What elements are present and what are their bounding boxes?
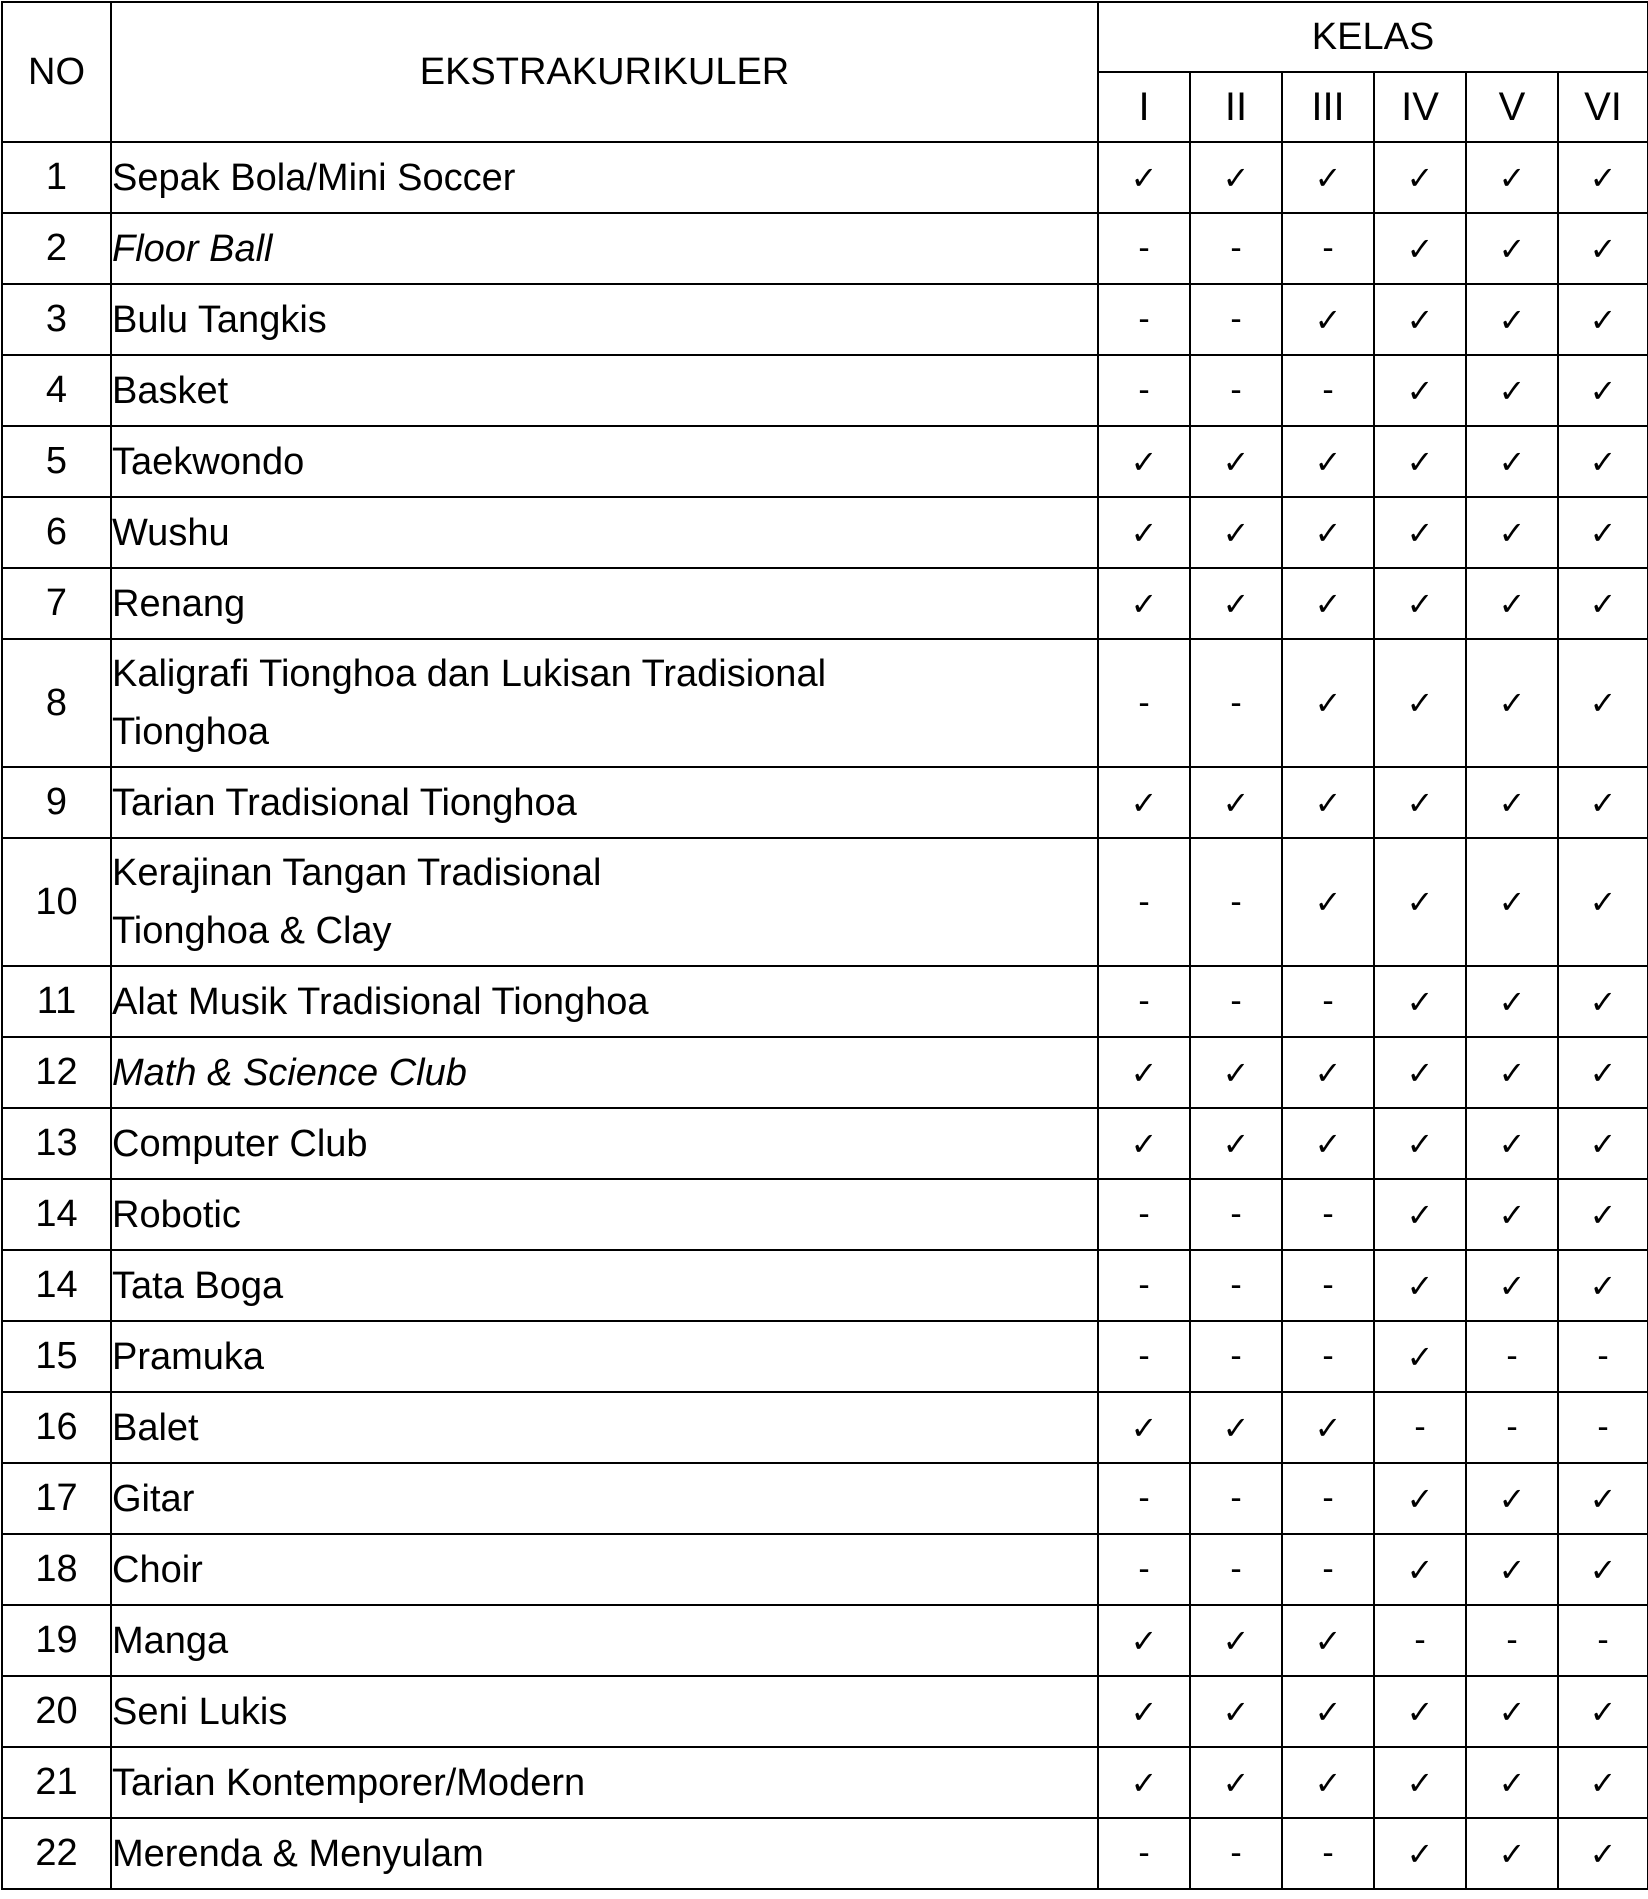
table-row — [2, 1321, 1648, 1392]
dash-mark: - — [1190, 639, 1282, 767]
check-icon: ✓ — [1282, 1037, 1374, 1108]
check-icon: ✓ — [1558, 1818, 1648, 1889]
check-icon: ✓ — [1374, 1818, 1466, 1889]
check-icon: ✓ — [1466, 1676, 1558, 1747]
check-icon: ✓ — [1282, 1747, 1374, 1818]
dash-mark: - — [1190, 1321, 1282, 1392]
row-number: 14 — [2, 1179, 111, 1250]
row-number: 20 — [2, 1676, 111, 1747]
dash-mark: - — [1282, 1818, 1374, 1889]
check-icon: ✓ — [1558, 1179, 1648, 1250]
table-row — [2, 1747, 1648, 1818]
check-icon: ✓ — [1558, 142, 1648, 213]
check-icon: ✓ — [1374, 1676, 1466, 1747]
check-icon: ✓ — [1190, 1037, 1282, 1108]
check-icon: ✓ — [1374, 142, 1466, 213]
check-icon: ✓ — [1558, 1037, 1648, 1108]
check-icon: ✓ — [1374, 355, 1466, 426]
header-no: NO — [2, 2, 111, 142]
extracurricular-name: Math & Science Club — [111, 1037, 1098, 1108]
check-icon: ✓ — [1558, 1108, 1648, 1179]
row-number: 1 — [2, 142, 111, 213]
check-icon: ✓ — [1466, 284, 1558, 355]
extracurricular-name: Seni Lukis — [111, 1676, 1098, 1747]
table-row — [2, 1818, 1648, 1889]
table-row — [2, 1534, 1648, 1605]
row-number: 6 — [2, 497, 111, 568]
check-icon: ✓ — [1282, 1392, 1374, 1463]
check-icon: ✓ — [1282, 142, 1374, 213]
check-icon: ✓ — [1374, 1534, 1466, 1605]
check-icon: ✓ — [1466, 497, 1558, 568]
dash-mark: - — [1558, 1605, 1648, 1676]
dash-mark: - — [1374, 1392, 1466, 1463]
row-number: 7 — [2, 568, 111, 639]
check-icon: ✓ — [1558, 1534, 1648, 1605]
table-row — [2, 213, 1648, 284]
row-number: 9 — [2, 767, 111, 838]
check-icon: ✓ — [1282, 838, 1374, 966]
extracurricular-name: Computer Club — [111, 1108, 1098, 1179]
check-icon: ✓ — [1466, 1534, 1558, 1605]
row-number: 13 — [2, 1108, 111, 1179]
check-icon: ✓ — [1466, 1108, 1558, 1179]
extracurricular-name: Tata Boga — [111, 1250, 1098, 1321]
table-row — [2, 838, 1648, 966]
dash-mark: - — [1098, 838, 1190, 966]
table-row — [2, 1108, 1648, 1179]
row-number: 18 — [2, 1534, 111, 1605]
extracurricular-name: Taekwondo — [111, 426, 1098, 497]
check-icon: ✓ — [1190, 1605, 1282, 1676]
check-icon: ✓ — [1190, 497, 1282, 568]
check-icon: ✓ — [1466, 355, 1558, 426]
table-row — [2, 1179, 1648, 1250]
dash-mark: - — [1190, 1179, 1282, 1250]
check-icon: ✓ — [1374, 767, 1466, 838]
check-icon: ✓ — [1558, 1676, 1648, 1747]
check-icon: ✓ — [1190, 1392, 1282, 1463]
dash-mark: - — [1282, 1534, 1374, 1605]
row-number: 16 — [2, 1392, 111, 1463]
extracurricular-name: Robotic — [111, 1179, 1098, 1250]
extracurricular-name: Gitar — [111, 1463, 1098, 1534]
dash-mark: - — [1190, 1818, 1282, 1889]
table-row — [2, 355, 1648, 426]
check-icon: ✓ — [1466, 966, 1558, 1037]
check-icon: ✓ — [1558, 355, 1648, 426]
dash-mark: - — [1190, 355, 1282, 426]
check-icon: ✓ — [1466, 568, 1558, 639]
table-row — [2, 1463, 1648, 1534]
check-icon: ✓ — [1466, 1037, 1558, 1108]
check-icon: ✓ — [1466, 1463, 1558, 1534]
check-icon: ✓ — [1466, 767, 1558, 838]
table-row — [2, 568, 1648, 639]
check-icon: ✓ — [1466, 142, 1558, 213]
dash-mark: - — [1098, 1463, 1190, 1534]
check-icon: ✓ — [1098, 497, 1190, 568]
dash-mark: - — [1098, 966, 1190, 1037]
dash-mark: - — [1098, 1321, 1190, 1392]
row-number: 4 — [2, 355, 111, 426]
dash-mark: - — [1098, 355, 1190, 426]
check-icon: ✓ — [1466, 1747, 1558, 1818]
table-row — [2, 1392, 1648, 1463]
dash-mark: - — [1098, 1534, 1190, 1605]
check-icon: ✓ — [1374, 1037, 1466, 1108]
dash-mark: - — [1190, 213, 1282, 284]
dash-mark: - — [1466, 1605, 1558, 1676]
dash-mark: - — [1282, 1250, 1374, 1321]
check-icon: ✓ — [1558, 426, 1648, 497]
dash-mark: - — [1282, 966, 1374, 1037]
check-icon: ✓ — [1466, 639, 1558, 767]
check-icon: ✓ — [1558, 497, 1648, 568]
check-icon: ✓ — [1558, 568, 1648, 639]
check-icon: ✓ — [1374, 639, 1466, 767]
extracurricular-name: Choir — [111, 1534, 1098, 1605]
row-number: 19 — [2, 1605, 111, 1676]
row-number: 17 — [2, 1463, 111, 1534]
dash-mark: - — [1190, 838, 1282, 966]
extracurricular-name: Tarian Kontemporer/Modern — [111, 1747, 1098, 1818]
check-icon: ✓ — [1558, 213, 1648, 284]
check-icon: ✓ — [1558, 838, 1648, 966]
dash-mark: - — [1190, 1463, 1282, 1534]
extracurricular-name: Merenda & Menyulam — [111, 1818, 1098, 1889]
check-icon: ✓ — [1282, 1108, 1374, 1179]
row-number: 21 — [2, 1747, 111, 1818]
check-icon: ✓ — [1098, 1108, 1190, 1179]
header-ekstrakurikuler: EKSTRAKURIKULER — [111, 2, 1098, 142]
extracurricular-table — [1, 1, 1648, 1890]
header-class-ii: II — [1190, 72, 1282, 142]
check-icon: ✓ — [1098, 1605, 1190, 1676]
table-row — [2, 1676, 1648, 1747]
check-icon: ✓ — [1374, 838, 1466, 966]
extracurricular-name: Tarian Tradisional Tionghoa — [111, 767, 1098, 838]
dash-mark: - — [1098, 1818, 1190, 1889]
check-icon: ✓ — [1098, 568, 1190, 639]
dash-mark: - — [1098, 213, 1190, 284]
check-icon: ✓ — [1558, 767, 1648, 838]
check-icon: ✓ — [1558, 639, 1648, 767]
table-row — [2, 142, 1648, 213]
check-icon: ✓ — [1466, 1818, 1558, 1889]
check-icon: ✓ — [1374, 284, 1466, 355]
check-icon: ✓ — [1282, 1676, 1374, 1747]
check-icon: ✓ — [1282, 497, 1374, 568]
check-icon: ✓ — [1466, 1250, 1558, 1321]
check-icon: ✓ — [1098, 1392, 1190, 1463]
check-icon: ✓ — [1098, 1037, 1190, 1108]
dash-mark: - — [1282, 213, 1374, 284]
header-class-v: V — [1466, 72, 1558, 142]
check-icon: ✓ — [1374, 568, 1466, 639]
extracurricular-name: Balet — [111, 1392, 1098, 1463]
header-class-iii: III — [1282, 72, 1374, 142]
check-icon: ✓ — [1098, 142, 1190, 213]
check-icon: ✓ — [1282, 767, 1374, 838]
check-icon: ✓ — [1190, 767, 1282, 838]
check-icon: ✓ — [1190, 426, 1282, 497]
check-icon: ✓ — [1558, 1747, 1648, 1818]
check-icon: ✓ — [1374, 1108, 1466, 1179]
extracurricular-name: Sepak Bola/Mini Soccer — [111, 142, 1098, 213]
header-class-iv: IV — [1374, 72, 1466, 142]
row-number: 10 — [2, 838, 111, 966]
extracurricular-name: Basket — [111, 355, 1098, 426]
table-row — [2, 639, 1648, 767]
check-icon: ✓ — [1374, 1179, 1466, 1250]
row-number: 2 — [2, 213, 111, 284]
header-row-top — [2, 2, 1648, 72]
dash-mark: - — [1098, 1179, 1190, 1250]
table-row — [2, 767, 1648, 838]
table-row — [2, 1250, 1648, 1321]
table-row — [2, 426, 1648, 497]
row-number: 11 — [2, 966, 111, 1037]
table-row — [2, 1037, 1648, 1108]
header-class-i: I — [1098, 72, 1190, 142]
check-icon: ✓ — [1374, 1463, 1466, 1534]
check-icon: ✓ — [1190, 568, 1282, 639]
dash-mark: - — [1098, 284, 1190, 355]
check-icon: ✓ — [1558, 966, 1648, 1037]
check-icon: ✓ — [1282, 1605, 1374, 1676]
check-icon: ✓ — [1374, 497, 1466, 568]
check-icon: ✓ — [1374, 213, 1466, 284]
dash-mark: - — [1282, 1463, 1374, 1534]
check-icon: ✓ — [1098, 767, 1190, 838]
check-icon: ✓ — [1190, 1108, 1282, 1179]
dash-mark: - — [1190, 1534, 1282, 1605]
extracurricular-name: Bulu Tangkis — [111, 284, 1098, 355]
check-icon: ✓ — [1190, 1747, 1282, 1818]
table-row — [2, 284, 1648, 355]
check-icon: ✓ — [1374, 1250, 1466, 1321]
check-icon: ✓ — [1282, 284, 1374, 355]
dash-mark: - — [1098, 1250, 1190, 1321]
check-icon: ✓ — [1466, 426, 1558, 497]
dash-mark: - — [1190, 1250, 1282, 1321]
row-number: 15 — [2, 1321, 111, 1392]
check-icon: ✓ — [1098, 426, 1190, 497]
dash-mark: - — [1558, 1321, 1648, 1392]
row-number: 22 — [2, 1818, 111, 1889]
extracurricular-name: Alat Musik Tradisional Tionghoa — [111, 966, 1098, 1037]
check-icon: ✓ — [1374, 1321, 1466, 1392]
table-header — [2, 2, 1648, 142]
extracurricular-name: Manga — [111, 1605, 1098, 1676]
check-icon: ✓ — [1558, 1463, 1648, 1534]
check-icon: ✓ — [1282, 639, 1374, 767]
extracurricular-name: Pramuka — [111, 1321, 1098, 1392]
extracurricular-name: Wushu — [111, 497, 1098, 568]
dash-mark: - — [1558, 1392, 1648, 1463]
row-number: 3 — [2, 284, 111, 355]
check-icon: ✓ — [1190, 142, 1282, 213]
dash-mark: - — [1466, 1392, 1558, 1463]
extracurricular-name: Kerajinan Tangan Tradisional Tionghoa & Clay — [111, 838, 1098, 966]
check-icon: ✓ — [1466, 838, 1558, 966]
check-icon: ✓ — [1466, 1179, 1558, 1250]
dash-mark: - — [1190, 966, 1282, 1037]
check-icon: ✓ — [1374, 1747, 1466, 1818]
dash-mark: - — [1282, 1321, 1374, 1392]
dash-mark: - — [1098, 639, 1190, 767]
header-class-vi: VI — [1558, 72, 1648, 142]
row-number: 8 — [2, 639, 111, 767]
check-icon: ✓ — [1098, 1676, 1190, 1747]
extracurricular-name: Kaligrafi Tionghoa dan Lukisan Tradisional Tionghoa — [111, 639, 1098, 767]
table-row — [2, 497, 1648, 568]
table-row — [2, 1605, 1648, 1676]
dash-mark: - — [1282, 1179, 1374, 1250]
check-icon: ✓ — [1374, 966, 1466, 1037]
table-row — [2, 966, 1648, 1037]
table-body — [2, 142, 1648, 1889]
extracurricular-name: Renang — [111, 568, 1098, 639]
dash-mark: - — [1466, 1321, 1558, 1392]
extracurricular-name: Floor Ball — [111, 213, 1098, 284]
row-number: 12 — [2, 1037, 111, 1108]
row-number: 5 — [2, 426, 111, 497]
check-icon: ✓ — [1282, 568, 1374, 639]
header-kelas: KELAS — [1098, 2, 1648, 72]
check-icon: ✓ — [1374, 426, 1466, 497]
check-icon: ✓ — [1558, 1250, 1648, 1321]
dash-mark: - — [1374, 1605, 1466, 1676]
check-icon: ✓ — [1466, 213, 1558, 284]
row-number: 14 — [2, 1250, 111, 1321]
check-icon: ✓ — [1098, 1747, 1190, 1818]
check-icon: ✓ — [1558, 284, 1648, 355]
dash-mark: - — [1282, 355, 1374, 426]
check-icon: ✓ — [1282, 426, 1374, 497]
dash-mark: - — [1190, 284, 1282, 355]
check-icon: ✓ — [1190, 1676, 1282, 1747]
